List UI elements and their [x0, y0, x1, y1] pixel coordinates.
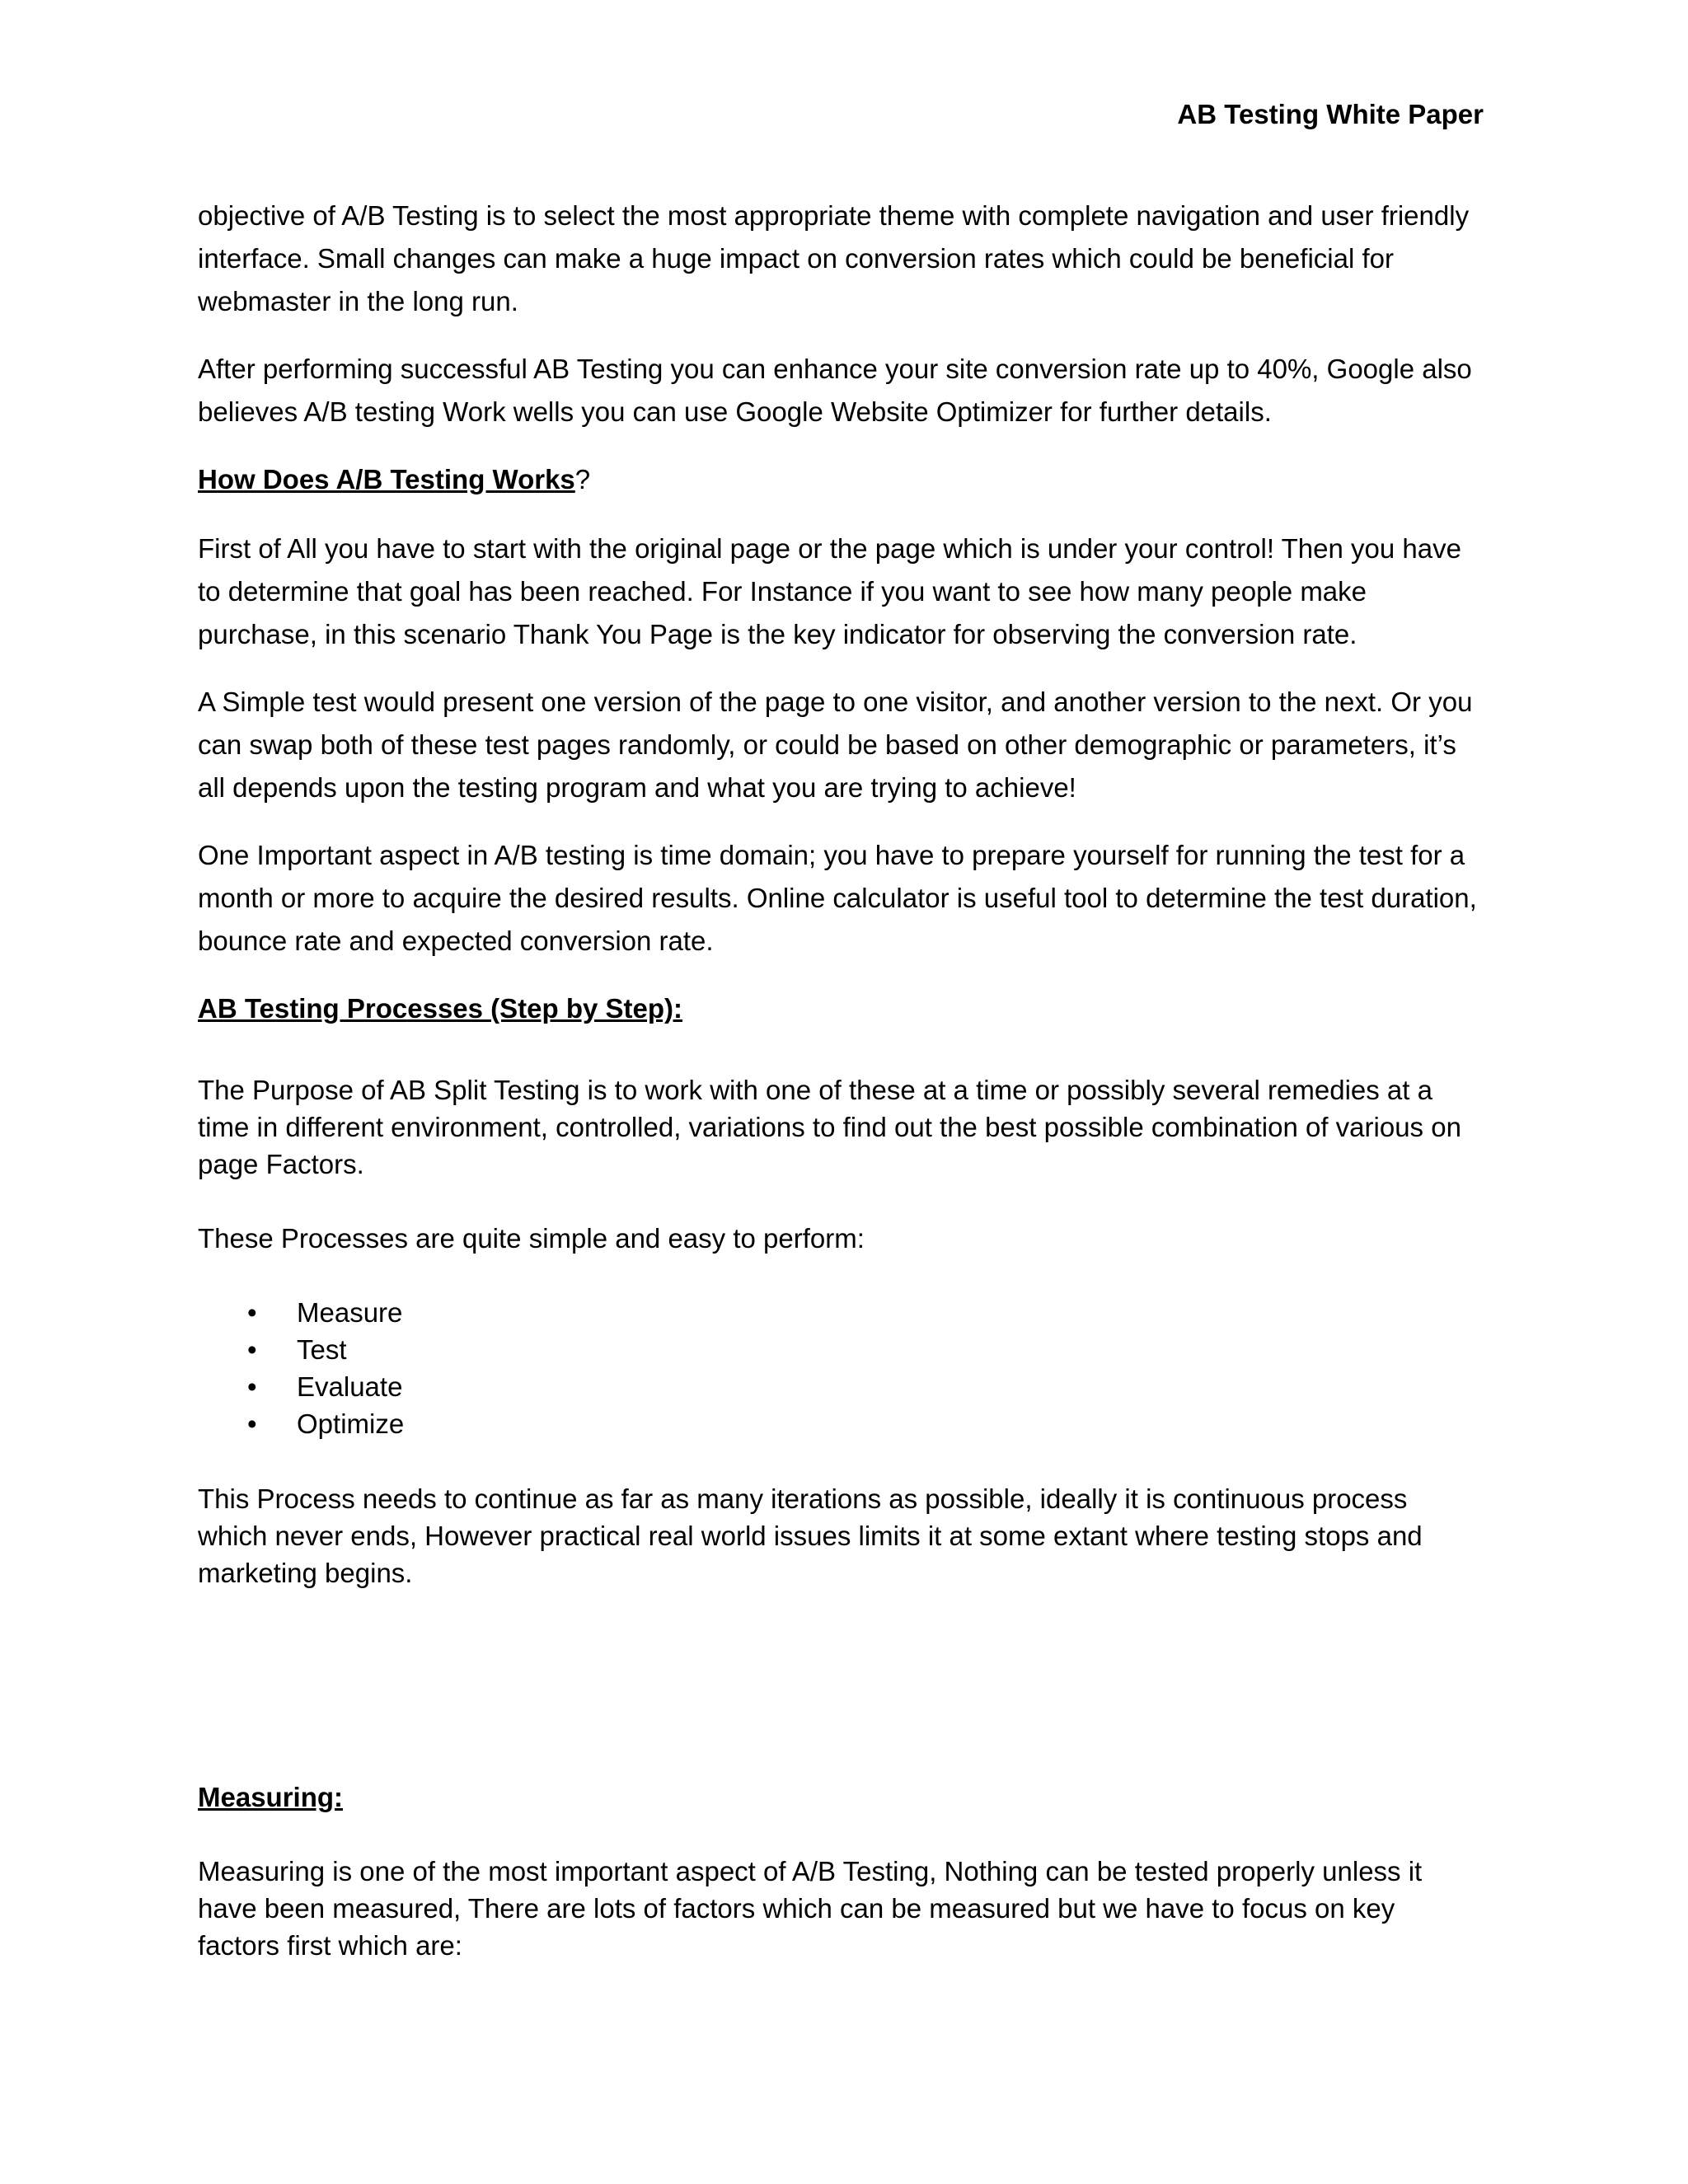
paragraph-objective — [198, 194, 1484, 323]
paragraph-text: The Purpose of AB Split Testing is to work with one of these at a time or possibly several remedies at a time in different environment, controlled, variations to find out the best possible combination of various on page Factors. — [198, 1075, 1461, 1179]
heading-text: How Does A/B Testing Works — [198, 464, 575, 494]
bullet-icon: • — [247, 1371, 257, 1402]
heading-measuring — [198, 1779, 1484, 1816]
list-item-label: Test — [297, 1334, 347, 1365]
list-item — [198, 1368, 1484, 1405]
paragraph-original-page — [198, 527, 1484, 656]
heading-suffix: ? — [574, 464, 591, 494]
paragraph-purpose — [198, 1071, 1484, 1183]
bullet-list — [198, 1294, 1484, 1442]
paragraph-time-domain — [198, 834, 1484, 963]
list-item-label: Optimize — [297, 1408, 405, 1439]
list-item — [198, 1331, 1484, 1368]
paragraph-measuring — [198, 1853, 1484, 1964]
list-item-label: Evaluate — [297, 1371, 403, 1402]
bullet-icon: • — [247, 1408, 257, 1439]
paragraph-conversion-rate — [198, 348, 1484, 434]
bullet-icon: • — [247, 1334, 257, 1365]
heading-ab-testing-processes — [198, 987, 1484, 1030]
header-title: AB Testing White Paper — [1177, 99, 1484, 129]
paragraph-text: Measuring is one of the most important aspect of A/B Testing, Nothing can be tested properly unless it have been measured, There are lots of factors which can be measured but we have to focus on key factors first which are: — [198, 1856, 1423, 1961]
paragraph-text: A Simple test would present one version of the page to one visitor, and another version to the next. Or you can swap both of these test pages randomly, or could be based on other demographic or parameters, it’s all depends upon the testing program and what you are trying to achieve! — [198, 687, 1473, 803]
bullet-icon: • — [247, 1297, 257, 1328]
heading-text: AB Testing Processes (Step by Step): — [198, 993, 683, 1024]
paragraph-processes-intro — [198, 1220, 1484, 1257]
heading-how-does-ab-testing-work — [198, 458, 1484, 501]
paragraph-text: These Processes are quite simple and easy to perform: — [198, 1223, 865, 1254]
list-item — [198, 1294, 1484, 1331]
list-item-label: Measure — [297, 1297, 403, 1328]
paragraph-text: One Important aspect in A/B testing is time domain; you have to prepare yourself for running the test for a month or more to acquire the desired results. Online calculator is useful tool to determine the test duration, bounce rate and expected conversion rate. — [198, 840, 1477, 956]
paragraph-text: After performing successful AB Testing you can enhance your site conversion rate up to 40%, Google also believes A/B testing Work wells you can use Google Website Optimizer for further details. — [198, 354, 1472, 427]
paragraph-text: First of All you have to start with the original page or the page which is under your control! Then you have to determine that goal has been reached. For Instance if you want to see how many people make purchase, in this scenario Thank You Page is the key indicator for observing the conversion rate. — [198, 533, 1461, 649]
list-item — [198, 1405, 1484, 1442]
paragraph-text: This Process needs to continue as far as many iterations as possible, ideally it is continuous process which never ends, However practical real world issues limits it at some extant where testing stops and marketing begins. — [198, 1483, 1423, 1588]
paragraph-simple-test — [198, 681, 1484, 809]
paragraph-continuous-process — [198, 1480, 1484, 1591]
paragraph-text: objective of A/B Testing is to select the most appropriate theme with complete navigation and user friendly interface. Small changes can make a huge impact on conversion rates which could be beneficial for webmaster in the long run. — [198, 200, 1470, 316]
heading-text: Measuring: — [198, 1782, 344, 1812]
